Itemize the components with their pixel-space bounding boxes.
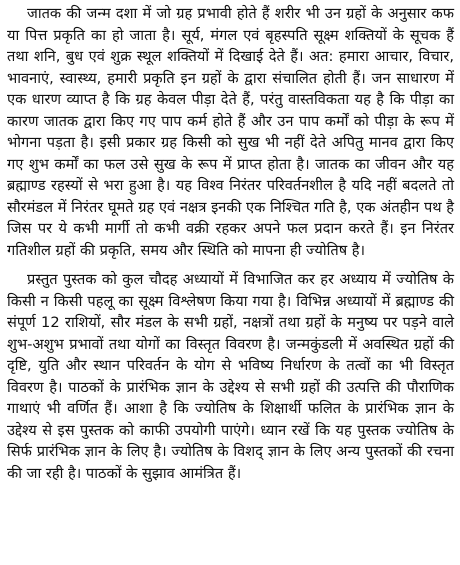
paragraph-introduction: जातक की जन्म दशा में जो ग्रह प्रभावी होते हैं शरीर भी उन ग्रहों के अनुसार कफ या पित्त प्रकृति का हो जाता है। सूर्य, मंगल एवं बृहस्पति सूक्ष्म शक्तियों के सूचक हैं तथा शनि, बुध एवं शुक्र स्थूल शक्तियों में दिखाई देते हैं। अत: हमारा आचार, विचार, भावनाएं, स्वास्थ्य, हमारी प्रकृति इन ग्रहों के द्वारा संचालित होती हैं। जन साधारण में एक धारण व्याप्त है कि ग्रह केवल पीड़ा देते हैं, परंतु वास्तविकता यह है कि पीड़ा का कारण जातक द्वारा किए गए पाप कर्म होते हैं और उन पाप कर्मों को पीड़ा के रूप में भोगना पड़ता है। इसी प्रकार ग्रह किसी को सुख भी नहीं देते अपितु मानव द्वारा किए गए शुभ कर्मों का फल उसे सुख के रूप में प्राप्त होता है। जातक का जीवन और यह ब्रह्माण्ड रहस्यों से भरा हुआ है। यह विश्व निरंतर परिवर्तनशील है यदि नहीं बदलते तो सौरमंडल में निरंतर घूमते ग्रह एवं नक्षत्र इनकी एक निश्चित गति है, एक अंतहीन पथ है जिस पर ये कभी मार्गी तो कभी वक्री रहकर अपने फल प्रदान करते हैं। इन निरंतर गतिशील ग्रहों की प्रकृति, समय और स्थिति को मापना ही ज्योतिष है। [7,5,454,259]
paragraph-book-overview: प्रस्तुत पुस्तक को कुल चौदह अध्यायों में विभाजित कर हर अध्याय में ज्योतिष के किसी न किसी पहलू का सूक्ष्म विश्लेषण किया गया है। विभिन्न अध्यायों में ब्रह्माण्ड की संपूर्ण 12 राशियों, सौर मंडल के सभी ग्रहों, नक्षत्रों तथा ग्रहों के मनुष्य पर पड़ने वाले शुभ-अशुभ प्रभावों तथा योगों का विस्तृत विवरण है। जन्मकुंडली में अवस्थित ग्रहों की दृष्टि, युति और स्थान परिवर्तन के योग से भविष्य निर्धारण के तत्वों का भी विस्तृत विवरण है। पाठकों के प्रारंभिक ज्ञान के उद्देश्य से सभी ग्रहों की उत्पत्ति की पौराणिक गाथाएं भी वर्णित हैं। आशा है कि ज्योतिष के शिक्षार्थी फलित के प्रारंभिक ज्ञान के उद्देश्य से इस पुस्तक को काफी उपयोगी पाएंगे। ध्यान रखें कि यह पुस्तक ज्योतिष के सिर्फ प्रारंभिक ज्ञान के लिए है। ज्योतिष के विशद् ज्ञान के लिए अन्य पुस्तकों की रचना की जा रही है। पाठकों के सुझाव आमंत्रित हैं। [7,271,454,482]
